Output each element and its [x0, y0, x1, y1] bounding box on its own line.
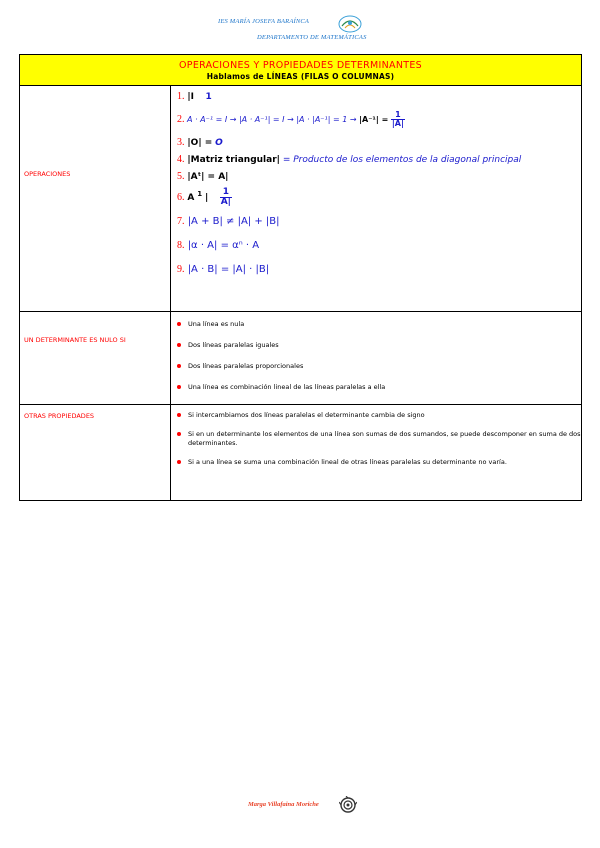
table-subtitle: Hablamos de LÍNEAS (FILAS O COLUMNAS): [206, 72, 395, 81]
table-title: OPERACIONES Y PROPIEDADES DETERMINANTES: [179, 60, 422, 71]
bullet-icon: [177, 432, 181, 436]
list-item: Una línea es nula: [177, 320, 581, 329]
bullet-icon: [177, 322, 181, 326]
operation-7: 7. |A + B| ≠ |A| + |B|: [177, 216, 280, 227]
operation-4: 4. |Matriz triangular| = Producto de los elementos de la diagonal principal: [177, 154, 522, 165]
author-footer: Marga Villafaina Moriche: [248, 801, 319, 808]
nulo-cell: [171, 312, 582, 405]
otras-label-cell: [20, 405, 171, 501]
properties-table: [19, 54, 582, 501]
operation-2: 2. A · A⁻¹ = I → |A · A⁻¹| = I → |A · |A⁻¹| = 1 → |A⁻¹| = $\frac{1}{|A|}$: [177, 110, 404, 128]
bullet-icon: [177, 364, 181, 368]
list-item: Si a una línea se suma una combinación lineal de otras líneas paralelas su determinante no varía.: [177, 458, 581, 467]
school-name: IES MARÍA JOSEFA BARAÍNCA: [218, 18, 310, 25]
operation-6: 6. A $^1$ | $\frac{1}{A|}$: [177, 187, 231, 207]
bullet-icon: [177, 385, 181, 389]
list-item: Una línea es combinación lineal de las líneas paralelas a ella: [177, 383, 581, 392]
list-item: Si intercambiamos dos líneas paralelas el determinante cambia de signo: [177, 411, 581, 420]
list-item: Dos líneas paralelas iguales: [177, 341, 581, 350]
nulo-list: [171, 312, 581, 404]
otras-list: [171, 405, 581, 479]
school-logo-icon: [337, 14, 363, 34]
bullet-icon: [177, 343, 181, 347]
nulo-label: UN DETERMINANTE ES NULO SI: [24, 336, 126, 344]
fraction: $\frac{1}{A|}$: [220, 187, 231, 207]
footer-logo-icon: [339, 796, 357, 814]
otras-cell: [171, 405, 582, 501]
operaciones-label-cell: [20, 86, 171, 312]
department-name: DEPARTAMENTO DE MATEMÁTICAS: [257, 34, 367, 41]
operaciones-cell: [171, 86, 582, 312]
page-header: [0, 14, 600, 48]
otras-label: OTRAS PROPIEDADES: [24, 412, 95, 420]
fraction: $\frac{1}{|A|}$: [391, 110, 404, 128]
operation-9: 9. |A · B| = |A| · |B|: [177, 264, 270, 275]
operation-8: 8. |α · A| = αⁿ · A: [177, 240, 260, 251]
operation-1: 1. |I 1: [177, 91, 212, 102]
bullet-icon: [177, 460, 181, 464]
nulo-label-cell: [20, 312, 171, 405]
operation-5: 5. |Aᵗ| = A|: [177, 171, 229, 182]
title-cell: [20, 55, 582, 86]
list-item: Dos líneas paralelas proporcionales: [177, 362, 581, 371]
bullet-icon: [177, 413, 181, 417]
operaciones-label: OPERACIONES: [24, 170, 71, 178]
operation-3: 3. |O| = O: [177, 137, 223, 148]
list-item: Si en un determinante los elementos de una línea son sumas de dos sumandos, se puede descomponer en suma de dos determinantes.: [177, 430, 581, 448]
